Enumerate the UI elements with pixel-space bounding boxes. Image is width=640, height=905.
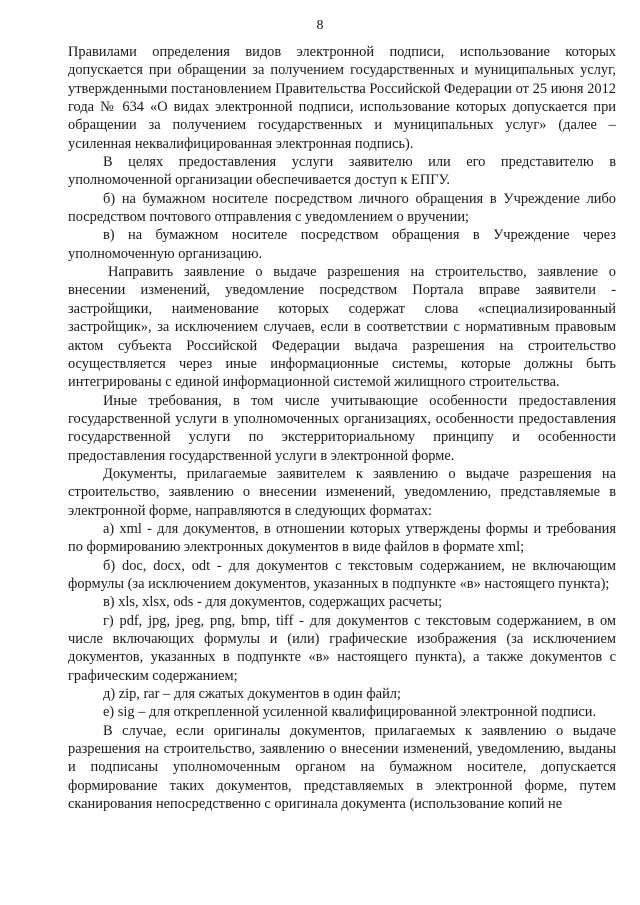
document-body (68, 43, 616, 813)
format-item-d-zip: д) zip, rar – для сжатых документов в один файл; (103, 686, 401, 703)
paragraph-item-b-paper: б) на бумажном носителе посредством личного обращения в Учреждение либо посредством почтового отправления с уведомлением о вручении; (68, 190, 616, 226)
paragraph-item-v-paper: в) на бумажном носителе посредством обращения в Учреждение через уполномоченную организацию. (68, 227, 616, 262)
format-item-a-xml: а) xml - для документов, в отношении которых утверждены формы и требования по формированию электронных документов в виде файлов в формате xml; (68, 520, 616, 556)
paragraph-other-requirements: Иные требования, в том числе учитывающие особенности предоставления государственной услуги в уполномоченных организациях, особенности предоставления государственной услуги по экстерриториальному принципу и особенности предоставления государственной услуги в электронной форме. (68, 392, 616, 464)
paragraph-portal-applicants: Направить заявление о выдаче разрешения на строительство, заявление о внесении изменений, уведомление посредством Портала вправе заявители - застройщики, наименование которых содержат слова «специализированный застройщик», за исключением случаев, если в соответствии с нормативным правовым актом субъекта Российской Федерации выдача разрешения на строительство осуществляется через иные информационные системы, которые должны быть интегрированы с единой информационной системой жилищного строительства. (68, 264, 616, 391)
paragraph-signature-rules: Правилами определения видов электронной подписи, использование которых допускается при обращении за получением государственных и муниципальных услуг, утвержденными постановлением Правительства Российской Федерации от 25 июня 2012 года № 634 «О видах электронной подписи, использование которых допускается при обращении за получением государственных и муниципальных услуг» (далее – усиленная неквалифицированная электронная подпись). (68, 44, 616, 152)
format-item-v-xls: в) xls, xlsx, ods - для документов, содержащих расчеты; (103, 594, 443, 611)
paragraph-epgu-access: В целях предоставления услуги заявителю или его представителю в уполномоченной организации обеспечивается доступ к ЕПГУ. (68, 154, 616, 189)
paragraph-originals-scanning: В случае, если оригиналы документов, прилагаемых к заявлению о выдаче разрешения на строительство, заявлению о внесении изменений, уведомлению, выданы и подписаны уполномоченным органом на бумажном носителе, допускается формирование таких документов, представляемых в электронной форме, путем сканирования непосредственно с оригинала документа (использование копий не (68, 722, 616, 813)
paragraph-document-formats: Документы, прилагаемые заявителем к заявлению о выдаче разрешения на строительство, заявлению о внесении изменений, уведомлению, представляемые в электронной форме, направляются в следующих форматах: (68, 465, 616, 519)
format-item-b-doc: б) doc, docx, odt - для документов с текстовым содержанием, не включающим формулы (за исключением документов, указанных в подпункте «в» настоящего пункта); (68, 557, 616, 592)
page-number: 8 (316, 18, 324, 33)
format-item-e-sig: е) sig – для открепленной усиленной квалифицированной электронной подписи. (103, 704, 597, 721)
format-item-g-pdf: г) pdf, jpg, jpeg, png, bmp, tiff - для документов с текстовым содержанием, в ом числе включающих формулы и (или) графические изображения (за исключением документов, указанных в подпункте «в» настоящего пункта), а также документов с графическим содержанием; (68, 612, 616, 684)
